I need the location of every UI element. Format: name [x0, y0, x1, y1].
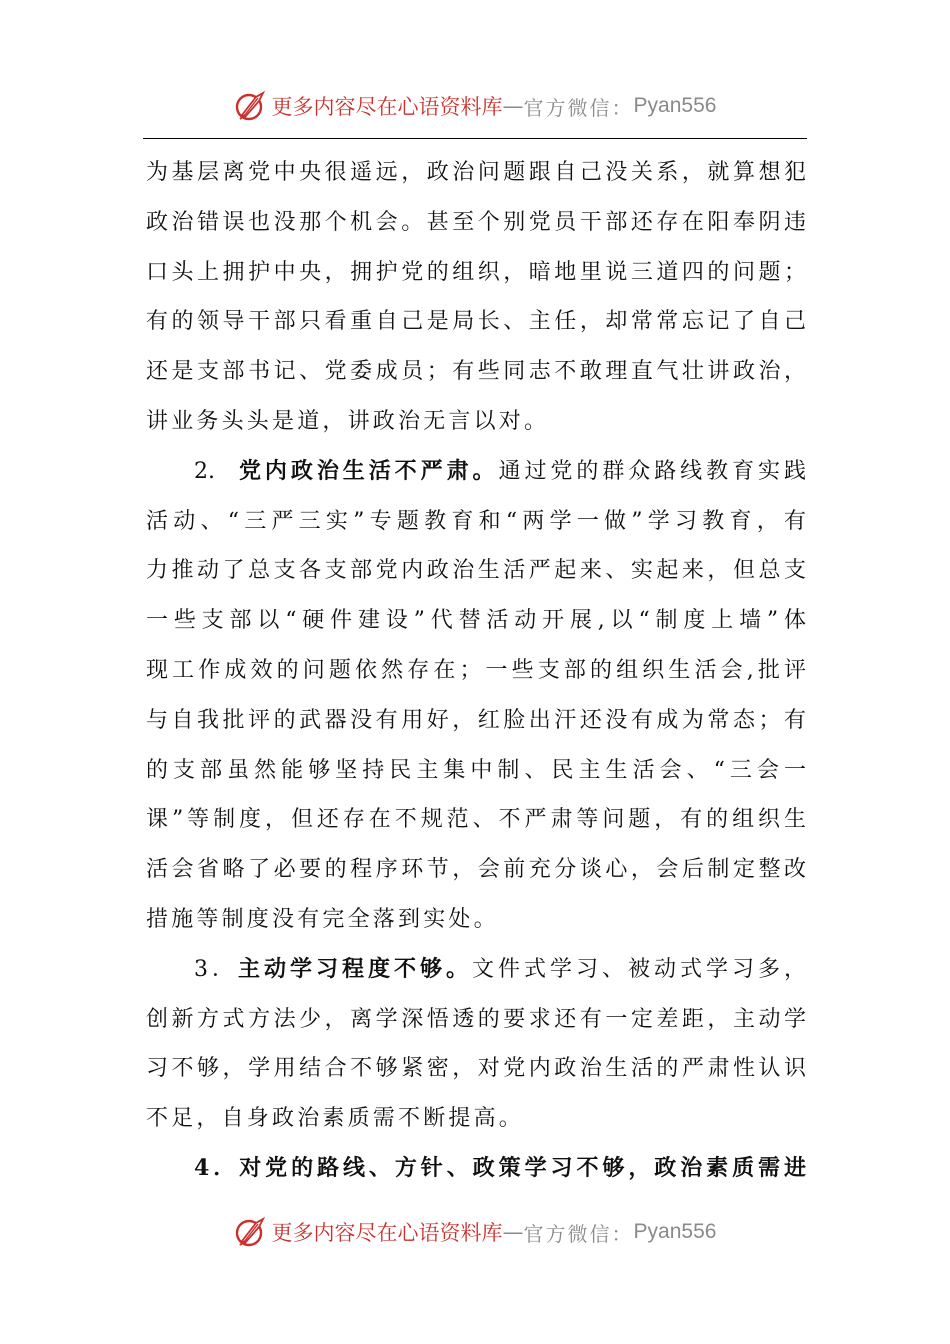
item-2-number: 2. [194, 458, 215, 484]
item-3-text: 文件式学习、被动式学习多， [472, 956, 806, 982]
quill-logo-icon [234, 1215, 268, 1249]
paragraph-line: 活会省略了必要的程序环节，会前充分谈心，会后制定整改 [146, 857, 806, 883]
paragraph-line: 力推动了总支各支部党内政治生活严起来、实起来，但总支 [146, 558, 806, 584]
paragraph-line: 一些支部以“硬件建设”代替活动开展,以“制度上墙”体 [146, 608, 806, 634]
item-4-first-line [146, 1144, 806, 1194]
wechat-label: 官方微信： [523, 1221, 634, 1246]
paragraph-line: 政治错误也没那个机会。甚至个别党员干部还存在阳奉阴违 [146, 209, 806, 235]
paragraph-line: 还是支部书记、党委成员；有些同志不敢理直气壮讲政治， [146, 359, 806, 385]
item-3-number: 3． [194, 956, 238, 982]
paragraph-line: 措施等制度没有完全落到实处。 [146, 906, 499, 932]
item-2-first-line [146, 447, 806, 497]
footer-watermark [0, 1212, 950, 1252]
wechat-id: Pyan556 [633, 94, 717, 117]
wechat-label: 官方微信： [523, 95, 634, 120]
paragraph-line: 创新方式方法少，离学深悟透的要求还有一定差距，主动学 [146, 1006, 806, 1032]
paragraph-line: 口头上拥护中央，拥护党的组织，暗地里说三道四的问题； [146, 259, 806, 285]
item-2-text: 通过党的群众路线教育实践 [498, 458, 806, 484]
item-4-number: 4． [194, 1154, 240, 1181]
brand-name: 更多内容尽在心语资料库 [271, 1221, 503, 1245]
item-3-first-line [146, 945, 806, 995]
item-4-heading: 对党的路线、方针、政策学习不够，政治素质需进 [239, 1154, 806, 1181]
brand-separator: — [502, 1220, 524, 1244]
paragraph-line: 习不够，学用结合不够紧密，对党内政治生活的严肃性认识 [146, 1056, 806, 1082]
header-watermark [0, 86, 950, 126]
paragraph-line: 为基层离党中央很遥远，政治问题跟自己没关系，就算想犯 [146, 160, 806, 185]
paragraph-line: 与自我批评的武器没有用好，红脸出汗还没有成为常态；有 [146, 707, 806, 733]
paragraph-line: 讲业务头头是道，讲政治无言以对。 [146, 408, 550, 434]
paragraph-line: 有的领导干部只看重自己是局长、主任，却常常忘记了自己 [146, 309, 806, 335]
paragraph-line: 不足，自身政治素质需不断提高。 [146, 1106, 525, 1132]
brand-name: 更多内容尽在心语资料库 [271, 95, 503, 119]
document-body [146, 148, 806, 1194]
paragraph-line: 课”等制度，但还存在不规范、不严肃等问题，有的组织生 [146, 807, 806, 833]
brand-separator: — [502, 94, 524, 118]
paragraph-line: 的支部虽然能够坚持民主集中制、民主生活会、“三会一 [146, 757, 806, 783]
item-2-heading: 党内政治生活不严肃。 [235, 457, 499, 484]
quill-logo-icon [234, 89, 268, 123]
header-divider [143, 138, 807, 139]
paragraph-line: 现工作成效的问题依然存在；一些支部的组织生活会,批评 [146, 657, 806, 683]
item-3-heading: 主动学习程度不够。 [238, 955, 472, 982]
wechat-id: Pyan556 [633, 1220, 717, 1243]
paragraph-line: 活动、“三严三实”专题教育和“两学一做”学习教育，有 [146, 508, 806, 534]
